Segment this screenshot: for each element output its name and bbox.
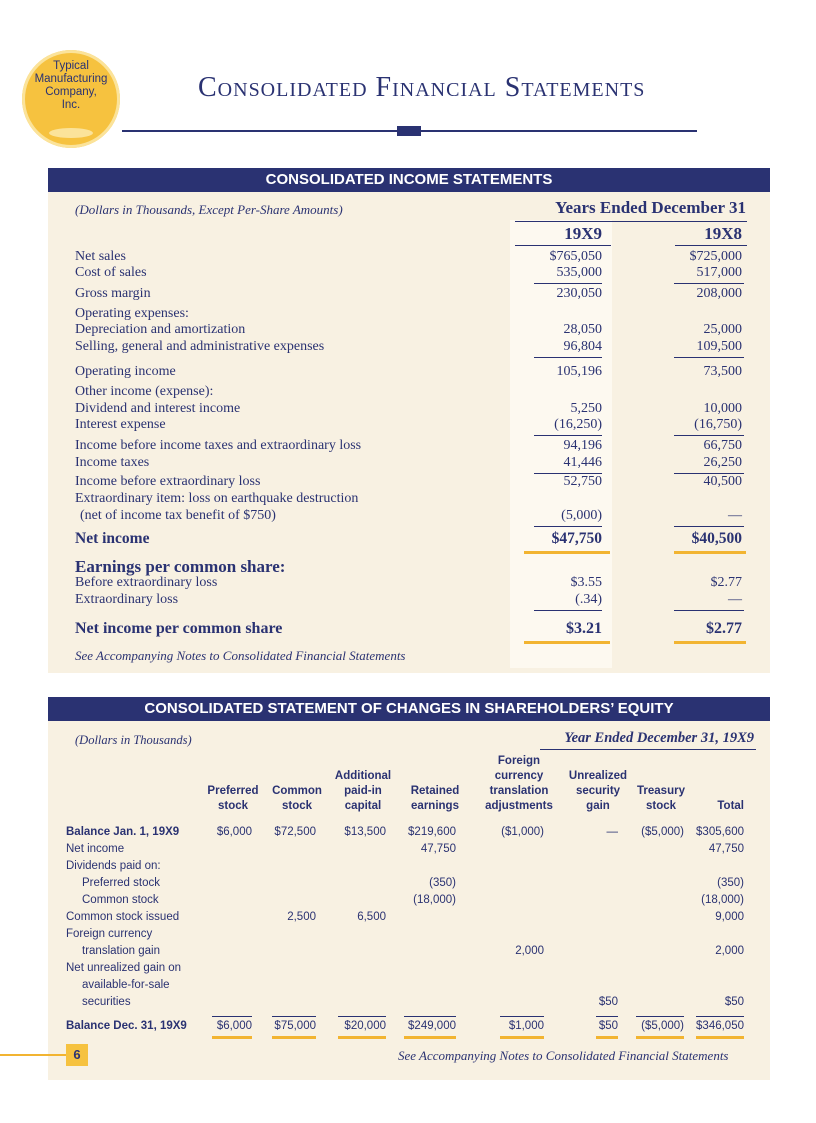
net-income-label: Net income xyxy=(75,530,150,547)
equity-gold-rule xyxy=(272,1036,316,1039)
equity-year-rule xyxy=(540,749,756,750)
row-label: Income before extraordinary loss xyxy=(75,474,261,489)
page-footnote: See Accompanying Notes to Consolidated Financial Statements xyxy=(398,1048,729,1063)
page-number-rule xyxy=(0,1054,66,1056)
equity-cell: $50 xyxy=(598,996,618,1008)
equity-row-label: Balance Jan. 1, 19X9 xyxy=(66,826,180,838)
equity-col-retained: Retained earnings xyxy=(410,785,460,812)
logo-line: Typical xyxy=(53,60,89,72)
years-ended-label: Years Ended December 31 xyxy=(555,198,746,217)
row-value-19x8: — xyxy=(728,592,742,607)
total-gold-rule xyxy=(674,551,746,554)
equity-col-preferred: Preferred stock xyxy=(207,785,259,812)
equity-row-label: Net income xyxy=(66,843,125,855)
equity-cell: $75,000 xyxy=(274,1020,316,1032)
equity-cell: $219,600 xyxy=(408,826,456,838)
row-value-19x8: — xyxy=(728,508,742,523)
equity-cell: $346,050 xyxy=(696,1020,744,1032)
row-label: Operating income xyxy=(75,364,176,379)
subtotal-rule xyxy=(534,526,602,527)
equity-cell: 9,000 xyxy=(715,911,744,923)
equity-cell: — xyxy=(606,826,618,838)
equity-cell: $72,500 xyxy=(274,826,316,838)
equity-gold-rule xyxy=(696,1036,744,1039)
equity-statement-header: CONSOLIDATED STATEMENT OF CHANGES IN SHAREHOLDERS’ EQUITY xyxy=(48,697,770,721)
equity-gold-rule xyxy=(404,1036,456,1039)
equity-cell: (350) xyxy=(717,877,744,889)
row-label: Income before income taxes and extraordinary loss xyxy=(75,438,362,453)
row-value-19x9: 41,446 xyxy=(563,455,602,470)
equity-year-label: Year Ended December 31, 19X9 xyxy=(564,730,754,746)
equity-row-label: Foreign currency xyxy=(66,928,153,940)
row-label: Selling, general and administrative expenses xyxy=(75,339,325,354)
equity-col-additional-paid-in: Additional paid-in capital xyxy=(334,770,392,812)
equity-cell: $20,000 xyxy=(344,1020,386,1032)
company-logo-badge xyxy=(22,50,120,148)
equity-cell: 2,500 xyxy=(287,911,316,923)
row-value-19x9: 5,250 xyxy=(570,401,602,416)
equity-cell: $1,000 xyxy=(508,1020,544,1032)
row-label: Depreciation and amortization xyxy=(75,322,246,337)
equity-row-label: Common stock issued xyxy=(66,911,180,923)
equity-rule xyxy=(338,1016,386,1017)
equity-cell: $305,600 xyxy=(696,826,744,838)
equity-cell: $13,500 xyxy=(344,826,386,838)
equity-gold-rule xyxy=(338,1036,386,1039)
logo-oval xyxy=(49,128,93,138)
subtotal-rule xyxy=(674,610,744,611)
equity-cell: ($1,000) xyxy=(501,826,544,838)
equity-cell: $6,000 xyxy=(216,826,252,838)
logo-line: Manufacturing xyxy=(34,73,108,85)
equity-col-treasury: Treasury stock xyxy=(637,785,685,812)
col1-head-rule xyxy=(515,245,611,246)
row-value-19x9: (.34) xyxy=(575,592,602,607)
row-value-19x8: 25,000 xyxy=(703,322,742,337)
row-value-19x9: 28,050 xyxy=(563,322,602,337)
row-value-19x9: 94,196 xyxy=(563,438,602,453)
row-label: Other income (expense): xyxy=(75,384,214,399)
equity-cell: $50 xyxy=(598,1020,618,1032)
equity-col-foreign-currency: Foreign currency translation adjustments xyxy=(485,755,553,812)
equity-row-label: available-for-sale xyxy=(82,979,170,991)
row-label: Income taxes xyxy=(75,455,150,470)
row-value-19x9: 535,000 xyxy=(556,265,602,280)
equity-note: (Dollars in Thousands) xyxy=(75,733,192,747)
equity-cell: 6,500 xyxy=(357,911,386,923)
row-value-19x8: 208,000 xyxy=(696,286,742,301)
equity-row-label: Net unrealized gain on xyxy=(66,962,182,974)
row-value-19x8: 40,500 xyxy=(703,474,742,489)
subtotal-rule xyxy=(534,283,602,284)
income-note: (Dollars in Thousands, Except Per-Share Amounts) xyxy=(75,202,343,217)
total-gold-rule xyxy=(524,551,610,554)
subtotal-rule xyxy=(534,435,602,436)
row-label: Before extraordinary loss xyxy=(75,575,218,590)
equity-gold-rule xyxy=(596,1036,618,1039)
row-label: Operating expenses: xyxy=(75,306,189,321)
equity-cell: ($5,000) xyxy=(641,826,684,838)
row-value-19x8: 109,500 xyxy=(696,339,742,354)
row-value-19x8: 10,000 xyxy=(703,401,742,416)
equity-col-total: Total xyxy=(717,800,744,812)
equity-row-label: Dividends paid on: xyxy=(66,860,161,872)
row-value-19x9: (16,250) xyxy=(554,417,602,432)
row-label: Extraordinary item: loss on earthquake destruction xyxy=(75,491,359,506)
equity-row-label: securities xyxy=(82,996,131,1008)
logo-line: Company, xyxy=(45,86,97,98)
equity-cell: 47,750 xyxy=(708,843,744,855)
column-19x8: 19X8 xyxy=(704,224,742,243)
row-label: (net of income tax benefit of $750) xyxy=(80,508,276,523)
row-value-19x8: $2.77 xyxy=(710,575,742,590)
row-value-19x9: $3.55 xyxy=(570,575,602,590)
column-19x9: 19X9 xyxy=(564,224,602,243)
equity-row-label: Common stock xyxy=(82,894,159,906)
net-income-per-share-label: Net income per common share xyxy=(75,620,283,637)
subtotal-rule xyxy=(674,526,744,527)
equity-rule xyxy=(500,1016,544,1017)
row-label: Net sales xyxy=(75,249,126,264)
row-value-19x9: 52,750 xyxy=(563,474,602,489)
equity-rule xyxy=(596,1016,618,1017)
subtotal-rule xyxy=(534,610,602,611)
equity-rule xyxy=(212,1016,252,1017)
net-income-19x8: $40,500 xyxy=(691,530,742,547)
row-label: Interest expense xyxy=(75,417,166,432)
company-logo-text xyxy=(22,60,120,112)
equity-rule xyxy=(636,1016,684,1017)
subtotal-rule xyxy=(674,283,744,284)
equity-gold-rule xyxy=(212,1036,252,1039)
equity-cell: 2,000 xyxy=(715,945,744,957)
logo-line: Inc. xyxy=(61,99,81,111)
row-value-19x9: 105,196 xyxy=(556,364,602,379)
title-rule-ornament xyxy=(397,126,421,136)
row-value-19x8: 66,750 xyxy=(703,438,742,453)
equity-row-label: translation gain xyxy=(82,945,160,957)
equity-rule xyxy=(272,1016,316,1017)
equity-rule xyxy=(404,1016,456,1017)
row-value-19x9: 230,050 xyxy=(556,286,602,301)
row-value-19x8: 26,250 xyxy=(703,455,742,470)
equity-col-unrealized-gain: Unrealized security gain xyxy=(568,770,628,812)
row-value-19x9: $765,050 xyxy=(549,249,602,264)
income-statement-header: CONSOLIDATED INCOME STATEMENTS xyxy=(48,168,770,192)
page-title: Consolidated Financial Statements xyxy=(198,72,646,103)
equity-cell: $50 xyxy=(724,996,744,1008)
row-value-19x8: (16,750) xyxy=(694,417,742,432)
total-gold-rule xyxy=(674,641,746,644)
row-value-19x9: (5,000) xyxy=(561,508,602,523)
equity-col-common: Common stock xyxy=(272,785,322,812)
income-footnote: See Accompanying Notes to Consolidated Financial Statements xyxy=(75,648,406,663)
equity-cell: (18,000) xyxy=(413,894,456,906)
row-label: Extraordinary loss xyxy=(75,592,179,607)
row-value-19x9: 96,804 xyxy=(563,339,602,354)
row-value-19x8: 517,000 xyxy=(696,265,742,280)
equity-gold-rule xyxy=(500,1036,544,1039)
row-value-19x8: $725,000 xyxy=(689,249,742,264)
years-rule xyxy=(515,221,747,222)
equity-cell: $249,000 xyxy=(408,1020,456,1032)
eps-heading: Earnings per common share: xyxy=(75,557,286,576)
page-number: 6 xyxy=(66,1044,88,1066)
equity-cell: 2,000 xyxy=(515,945,544,957)
row-value-19x8: 73,500 xyxy=(703,364,742,379)
equity-cell: (18,000) xyxy=(701,894,744,906)
net-income-19x9: $47,750 xyxy=(551,530,602,547)
equity-cell: (350) xyxy=(429,877,456,889)
row-label: Cost of sales xyxy=(75,265,147,280)
equity-cell: 47,750 xyxy=(420,843,456,855)
col2-head-rule xyxy=(675,245,747,246)
row-label: Gross margin xyxy=(75,286,151,301)
equity-cell: $6,000 xyxy=(216,1020,252,1032)
equity-rule xyxy=(696,1016,744,1017)
subtotal-rule xyxy=(674,357,744,358)
equity-cell: ($5,000) xyxy=(641,1020,684,1032)
net-income-per-share-19x9: $3.21 xyxy=(566,620,602,637)
subtotal-rule xyxy=(674,435,744,436)
equity-row-label: Balance Dec. 31, 19X9 xyxy=(66,1020,187,1032)
equity-row-label: Preferred stock xyxy=(82,877,160,889)
total-gold-rule xyxy=(524,641,610,644)
net-income-per-share-19x8: $2.77 xyxy=(706,620,742,637)
row-label: Dividend and interest income xyxy=(75,401,241,416)
subtotal-rule xyxy=(534,357,602,358)
equity-gold-rule xyxy=(636,1036,684,1039)
